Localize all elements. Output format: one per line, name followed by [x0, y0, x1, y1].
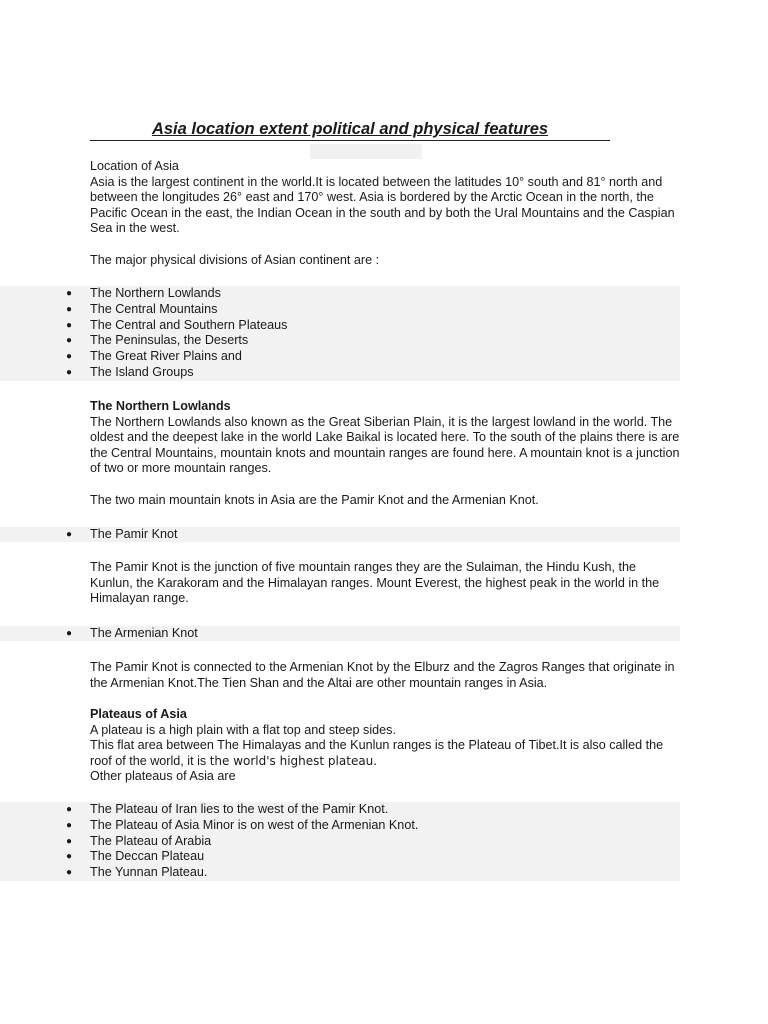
bullet-icon: ●	[66, 835, 73, 847]
pamir-bullet-label: The Pamir Knot	[90, 527, 178, 541]
page-title: Asia location extent political and physical features	[151, 120, 549, 138]
location-section	[90, 159, 680, 237]
bullet-icon: ●	[66, 819, 73, 831]
lowlands-paragraph: The Northern Lowlands also known as the Great Siberian Plain, it is the largest lowland in the world. The oldest and the deepest lake in the world Lake Baikal is located here. To the south of the plains there is are the Central Mountains, mountain knots and mountain ranges are found here. A mountain knot is a junction of two or more mountain ranges.	[90, 414, 680, 476]
bullet-icon: ●	[66, 335, 73, 347]
plateaus-list	[0, 802, 680, 881]
plateaus-heading: Plateaus of Asia	[90, 707, 187, 721]
list-item: ● The Plateau of Arabia	[66, 833, 212, 848]
pamir-bullet-row	[0, 527, 680, 542]
bullet-icon: ●	[66, 529, 73, 540]
list-item: ● The Yunnan Plateau.	[66, 865, 208, 880]
list-item: ● The Great River Plains and	[66, 349, 242, 364]
armenian-paragraph: The Pamir Knot is connected to the Armenian Knot by the Elburz and the Zagros Ranges that originate in the Armenian Knot.The Tien Shan and the Altai are other mountain ranges in Asia.	[90, 660, 675, 690]
plateaus-tibet: This flat area between The Himalayas and the Kunlun ranges is the Plateau of Tibet.It is also called the roof of the world, it is the world's highest plateau.	[90, 738, 664, 768]
bullet-icon: ●	[66, 867, 73, 879]
knots-intro: The two main mountain knots in Asia are the Pamir Knot and the Armenian Knot.	[90, 493, 539, 507]
bullet-icon: ●	[66, 366, 73, 378]
plateaus-section	[90, 707, 680, 785]
divisions-intro: The major physical divisions of Asian continent are :	[90, 253, 380, 267]
list-item: ● The Central and Southern Plateaus	[66, 317, 288, 332]
lowlands-heading: The Northern Lowlands	[90, 399, 231, 413]
list-item: ● The Deccan Plateau	[66, 849, 205, 864]
highlight-block	[310, 144, 422, 159]
bullet-icon: ●	[66, 303, 73, 315]
list-item: ● The Peninsulas, the Deserts	[66, 333, 249, 348]
plateaus-definition: A plateau is a high plain with a flat top and steep sides.	[90, 722, 396, 737]
divisions-list	[0, 286, 680, 381]
armenian-bullet-label: The Armenian Knot	[90, 626, 198, 640]
list-item: ● The Central Mountains	[66, 301, 218, 316]
location-paragraph: Asia is the largest continent in the world.It is located between the latitudes 10° south and 81° north and between the longitudes 26° east and 170° west. Asia is bordered by the Arctic Ocean in the north, the Pacific Ocean in the east, the Indian Ocean in the south and by both the Ural Mountains and the Caspian Sea in the west.	[90, 174, 675, 236]
armenian-bullet-row	[0, 626, 680, 641]
bullet-icon: ●	[66, 288, 73, 299]
pamir-paragraph: The Pamir Knot is the junction of five mountain ranges they are the Sulaiman, the Hindu Kush, the Kunlun, the Karakoram and the Himalayan ranges. Mount Everest, the highest peak in the world in the Himalayan range.	[90, 560, 660, 606]
list-item: ● The Northern Lowlands	[66, 286, 221, 300]
title-bar	[90, 120, 610, 141]
list-item: ● The Plateau of Asia Minor is on west of the Armenian Knot.	[66, 817, 419, 832]
list-item: ● The Island Groups	[66, 364, 194, 379]
bullet-icon: ●	[66, 319, 73, 331]
bullet-icon: ●	[66, 851, 73, 863]
bullet-icon: ●	[66, 351, 73, 363]
bullet-icon: ●	[66, 804, 73, 815]
bullet-icon: ●	[66, 628, 73, 639]
list-item: ● The Plateau of Iran lies to the west of the Pamir Knot.	[66, 802, 389, 816]
plateaus-other: Other plateaus of Asia are	[90, 769, 236, 784]
location-heading: Location of Asia	[90, 159, 179, 173]
lowlands-section	[90, 399, 680, 477]
